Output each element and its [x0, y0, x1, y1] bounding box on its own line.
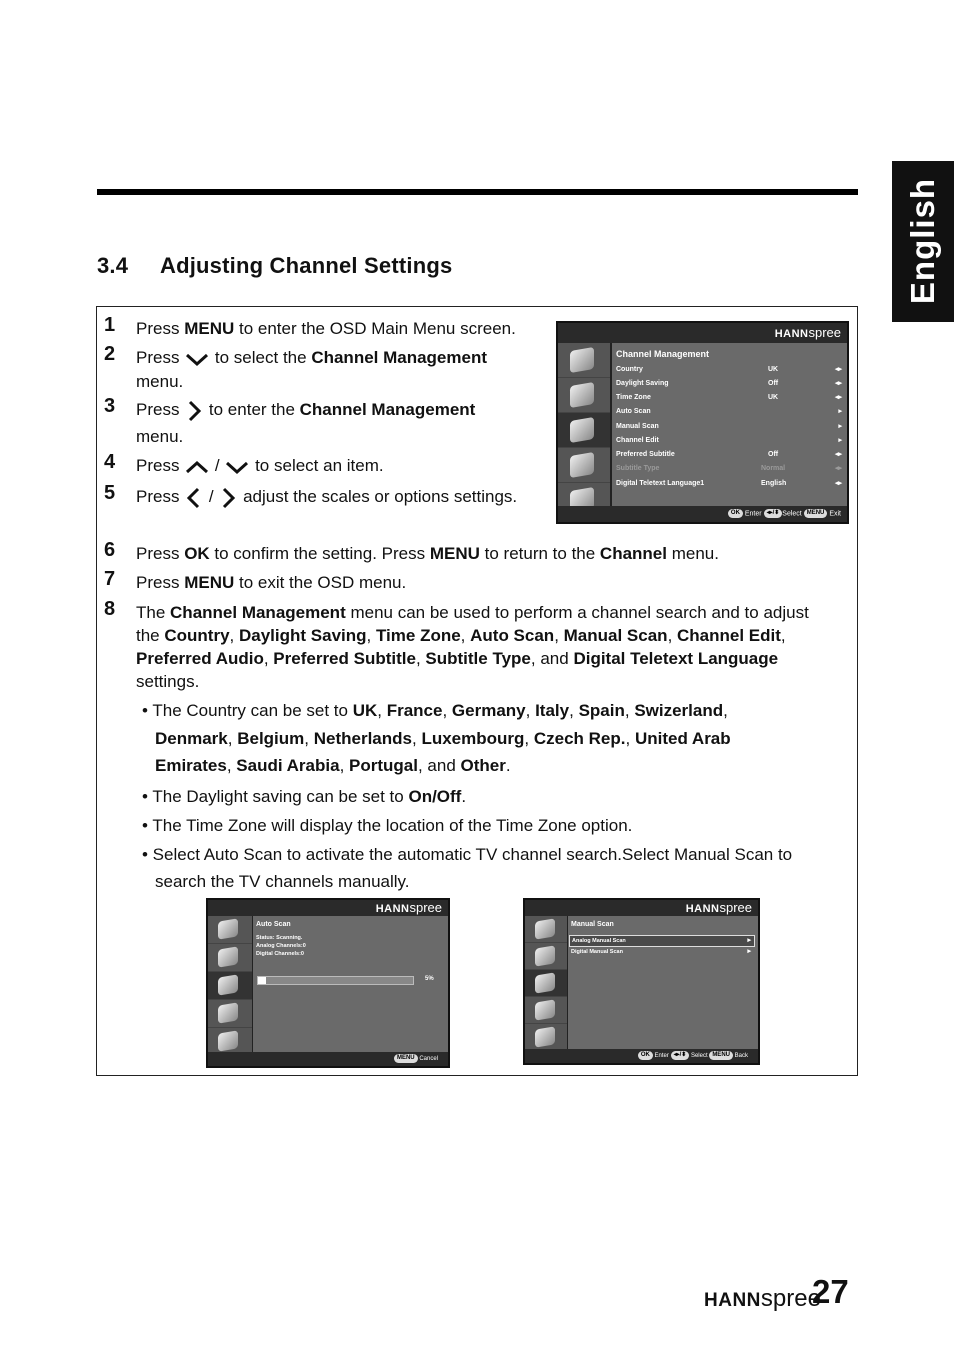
step-number: 2	[104, 343, 116, 365]
channel-menu-icon	[558, 413, 610, 448]
nav-key: ◂▸/⬍	[671, 1051, 690, 1060]
chevron-down-icon	[224, 458, 250, 476]
ok-key: OK	[638, 1051, 653, 1060]
step-text: to enter the	[204, 400, 300, 419]
osd-row-digital-manual-scan[interactable]: Digital Manual Scan ▸	[571, 948, 751, 955]
setup-menu-icon	[558, 448, 610, 483]
step-2	[104, 343, 488, 369]
sound-menu-icon	[208, 944, 252, 972]
osd-row-daylight-saving[interactable]: Daylight Saving Off ◂▸	[616, 380, 842, 387]
chevron-down-icon	[184, 350, 210, 368]
osd-header	[558, 323, 847, 343]
osd-row-subtitle-type: Subtitle Type Normal ◂▸	[616, 465, 842, 472]
step-text: adjust the scales or options settings.	[238, 487, 518, 506]
section-number: 3.4	[97, 253, 129, 278]
scan-progress-label: 5%	[425, 976, 434, 982]
step-number: 6	[104, 539, 116, 561]
step-text: Press	[136, 348, 185, 367]
footer-brand-logo: HANNspree	[704, 1285, 821, 1312]
language-tab-label: English	[904, 177, 941, 305]
step-text: Press	[136, 456, 185, 475]
osd-sidebar	[525, 916, 567, 1050]
brand-logo: HANNspree	[774, 325, 841, 340]
step-5	[104, 482, 518, 509]
step-3-cont: menu.	[136, 427, 184, 446]
step-text: Press	[136, 319, 185, 338]
step-text: to select an item.	[250, 456, 384, 475]
sound-menu-icon	[558, 378, 610, 413]
osd-auto-scan-screen	[206, 898, 450, 1068]
chevron-left-icon	[184, 487, 204, 509]
step-text: Press	[136, 487, 185, 506]
osd-row-analog-manual-scan[interactable]: Analog Manual Scan ▸	[569, 935, 755, 947]
channel-menu-icon	[208, 972, 252, 1000]
step-number: 8	[104, 598, 116, 620]
menu-key: MENU	[184, 319, 235, 338]
step-6: 6 Press OK to confirm the setting. Press MENU to return to the Channel menu.	[104, 539, 719, 563]
step-4	[104, 451, 384, 477]
menu-name: Channel Management	[311, 348, 488, 367]
step-number: 7	[104, 568, 116, 590]
brand-logo: HANNspree	[375, 900, 442, 915]
language-tab	[892, 161, 954, 322]
step-3	[104, 395, 476, 422]
menu-name: Channel Management	[299, 400, 476, 419]
chevron-right-icon	[184, 400, 204, 422]
osd-menu-panel	[612, 343, 847, 507]
bullet-country-line-2: Denmark, Belgium, Netherlands, Luxembourg, Czech Rep., United Arab	[155, 729, 731, 748]
scan-status: Status: Scanning.	[256, 935, 303, 941]
step-text: to select the	[210, 348, 312, 367]
analog-count: Analog Channels:0	[256, 943, 306, 949]
lock-menu-icon	[525, 1024, 567, 1051]
bullet-scan-line-2: search the TV channels manually.	[155, 872, 410, 891]
bullet-scan-line-1: • Select Auto Scan to activate the automatic TV channel search.Select Manual Scan to	[142, 845, 793, 864]
top-rule	[97, 189, 858, 195]
setup-menu-icon	[525, 997, 567, 1024]
step-number: 5	[104, 482, 116, 504]
osd-header	[525, 900, 758, 916]
digital-count: Digital Channels:0	[256, 951, 304, 957]
picture-menu-icon	[208, 916, 252, 944]
osd-row-preferred-subtitle[interactable]: Preferred Subtitle Off ◂▸	[616, 451, 842, 458]
step-7: 7 Press MENU to exit the OSD menu.	[104, 568, 407, 592]
osd-row-time-zone[interactable]: Time Zone UK ◂▸	[616, 394, 842, 401]
osd-header	[208, 900, 448, 916]
step-text: Press	[136, 400, 185, 419]
ok-key: OK	[728, 509, 743, 518]
step-1	[104, 314, 516, 340]
osd-scan-panel	[253, 916, 448, 1052]
scan-progress-bar	[257, 976, 414, 985]
step-text: to enter the OSD Main Menu screen.	[234, 319, 516, 338]
sound-menu-icon	[525, 943, 567, 970]
osd-title: Manual Scan	[571, 921, 614, 928]
osd-sidebar	[208, 916, 252, 1052]
step-number: 1	[104, 314, 116, 336]
step-number: 4	[104, 451, 116, 473]
osd-manual-scan-screen	[523, 898, 760, 1065]
osd-title: Auto Scan	[256, 921, 291, 928]
setup-menu-icon	[208, 1000, 252, 1028]
separator: /	[210, 456, 225, 475]
osd-row-teletext-language[interactable]: Digital Teletext Language1 English ◂▸	[616, 480, 842, 487]
brand-logo: HANNspree	[685, 900, 752, 915]
bullet-daylight: • The Daylight saving can be set to On/Off.	[142, 787, 467, 806]
osd-row-auto-scan[interactable]: Auto Scan ▸	[616, 408, 842, 415]
chevron-up-icon	[184, 458, 210, 476]
bullet-time-zone: • The Time Zone will display the location of the Time Zone option.	[142, 816, 633, 835]
chevron-right-icon	[218, 487, 238, 509]
separator: /	[204, 487, 219, 506]
step-8: 8 The Channel Management menu can be used to perform a channel search and to adjust	[104, 598, 809, 622]
step-8-line-3: Preferred Audio, Preferred Subtitle, Subtitle Type, and Digital Teletext Language	[136, 649, 779, 668]
osd-row-channel-edit[interactable]: Channel Edit ▸	[616, 437, 842, 444]
scan-progress-fill	[258, 977, 266, 984]
osd-sidebar	[558, 343, 610, 507]
osd-title: Channel Management	[616, 349, 710, 359]
step-8-line-4: settings.	[136, 672, 200, 691]
osd-row-manual-scan[interactable]: Manual Scan ▸	[616, 423, 842, 430]
osd-footer: OK Enter ◂▸/⬍ Select MENU Back	[525, 1049, 758, 1063]
step-number: 3	[104, 395, 116, 417]
channel-menu-icon	[525, 970, 567, 997]
page-number: 27	[812, 1273, 849, 1310]
step-8-line-2: the Country, Daylight Saving, Time Zone, Auto Scan, Manual Scan, Channel Edit,	[136, 626, 786, 645]
section-title: Adjusting Channel Settings	[160, 253, 453, 278]
step-text: Press	[136, 544, 185, 563]
bullet-country-line-3: Emirates, Saudi Arabia, Portugal, and Other.	[155, 756, 511, 775]
osd-footer: OK Enter ◂▸/⬍ Select MENU Exit	[558, 506, 847, 522]
picture-menu-icon	[525, 916, 567, 943]
picture-menu-icon	[558, 343, 610, 378]
osd-footer: MENU Cancel	[208, 1052, 448, 1066]
step-2-cont: menu.	[136, 372, 184, 391]
section-heading	[97, 253, 452, 279]
menu-key: MENU	[394, 1054, 418, 1063]
menu-key: MENU	[709, 1051, 733, 1060]
menu-key: MENU	[804, 509, 828, 518]
osd-manual-panel	[568, 916, 758, 1050]
osd-channel-management-screen	[556, 321, 849, 524]
nav-key: ◂▸/⬍	[764, 509, 783, 518]
osd-row-country[interactable]: Country UK ◂▸	[616, 366, 842, 373]
bullet-country-line-1: • The Country can be set to UK, France, Germany, Italy, Spain, Swizerland,	[142, 701, 728, 720]
